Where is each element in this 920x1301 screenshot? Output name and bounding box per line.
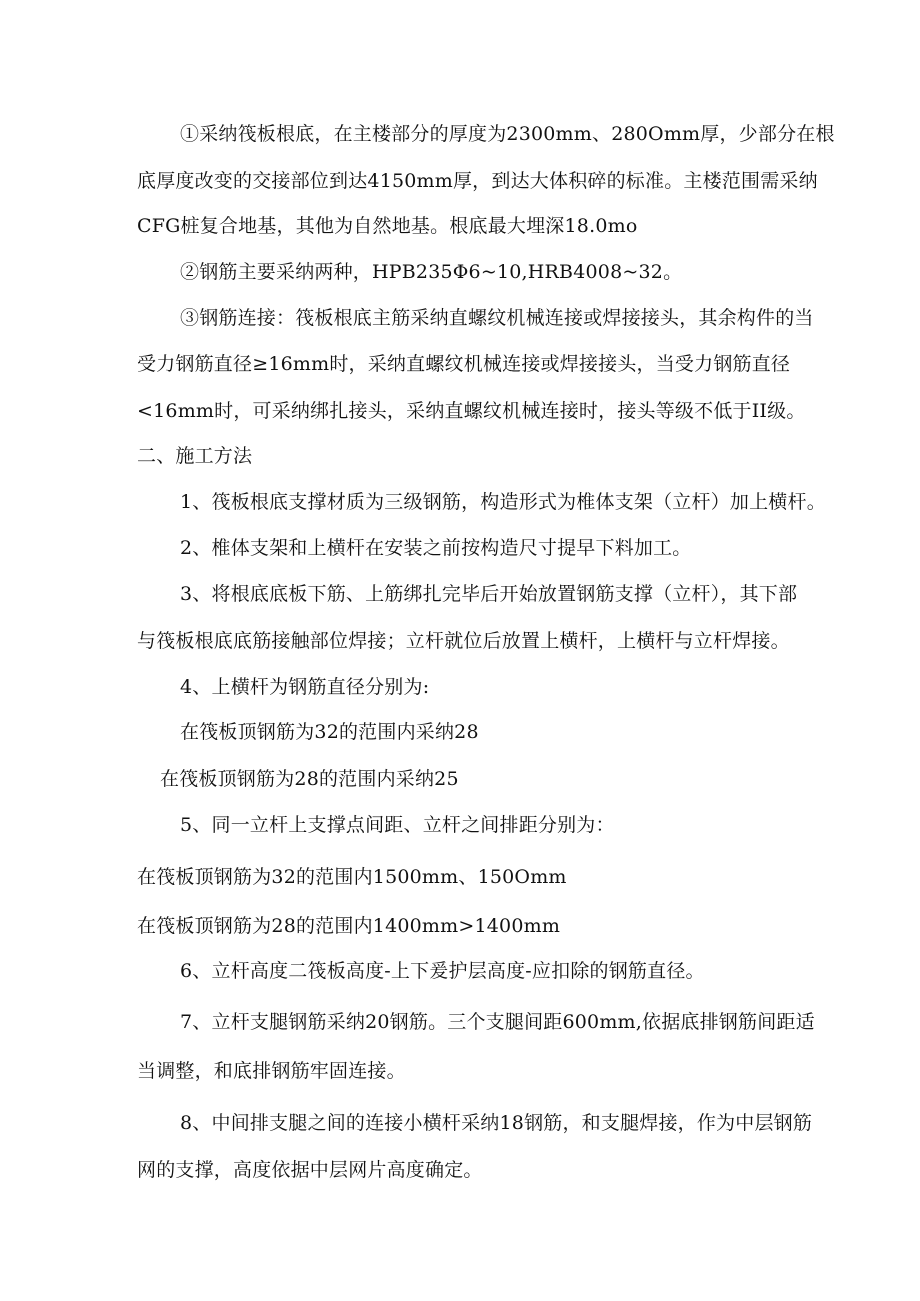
text-line: 6、立杆高度二筏板高度-上下爰护层高度-应扣除的钢筋直径。 [180, 960, 705, 982]
text-line: 与筏板根底底筋接触部位焊接；立杆就位后放置上横杆，上横杆与立杆焊接。 [137, 630, 790, 652]
text-line: 在筏板顶钢筋为32的范围内采纳28 [180, 721, 479, 743]
text-line: 4、上横杆为钢筋直径分别为: [180, 676, 430, 698]
text-line: <16mm时，可采纳绑扎接头，采纳直螺纹机械连接时，接头等级不低于II级。 [137, 400, 806, 422]
text-line: 受力钢筋直径≥16mm时，采纳直螺纹机械连接或焊接接头，当受力钢筋直径 [137, 353, 791, 375]
text-line: ②钢筋主要采纳两种，HPB235Φ6~10,HRB4008~32。 [180, 261, 683, 283]
text-line: 底厚度改变的交接部位到达4150mm厚，到达大体积碎的标准。主楼范围需采纳 [137, 170, 818, 192]
text-line: 2、椎体支架和上横杆在安装之前按构造尺寸提早下料加工。 [180, 537, 692, 559]
text-line: 网的支撑，高度依据中层网片高度确定。 [137, 1159, 483, 1181]
text-line: ①采纳筏板根底，在主楼部分的厚度为2300mm、280Omm厚，少部分在根 [180, 123, 835, 145]
text-line: 当调整，和底排钢筋牢固连接。 [137, 1060, 406, 1082]
text-line: ③钢筋连接：筏板根底主筋采纳直螺纹机械连接或焊接接头，其余构件的当 [180, 307, 814, 329]
section-heading: 二、施工方法 [137, 445, 253, 467]
text-line: 7、立杆支腿钢筋采纳20钢筋。三个支腿间距600mm,依据底排钢筋间距适 [180, 1011, 815, 1033]
text-line: 在筏板顶钢筋为28的范围内采纳25 [160, 768, 459, 790]
text-line: 在筏板顶钢筋为32的范围内1500mm、150Omm [137, 866, 567, 888]
text-line: 1、筏板根底支撑材质为三级钢筋，构造形式为椎体支架（立杆）加上横杆。 [180, 491, 826, 513]
text-line: 8、中间排支腿之间的连接小横杆采纳18钢筋，和支腿焊接，作为中层钢筋 [180, 1112, 813, 1134]
text-line: 在筏板顶钢筋为28的范围内1400mm>1400mm [137, 915, 561, 937]
text-line: 5、同一立杆上支撑点间距、立杆之间排距分别为： [180, 814, 615, 836]
text-line: 3、将根底底板下筋、上筋绑扎完毕后开始放置钢筋支撑（立杆），其下部 [180, 583, 798, 605]
text-line: CFG桩复合地基，其他为自然地基。根底最大埋深18.0mo [137, 215, 638, 237]
